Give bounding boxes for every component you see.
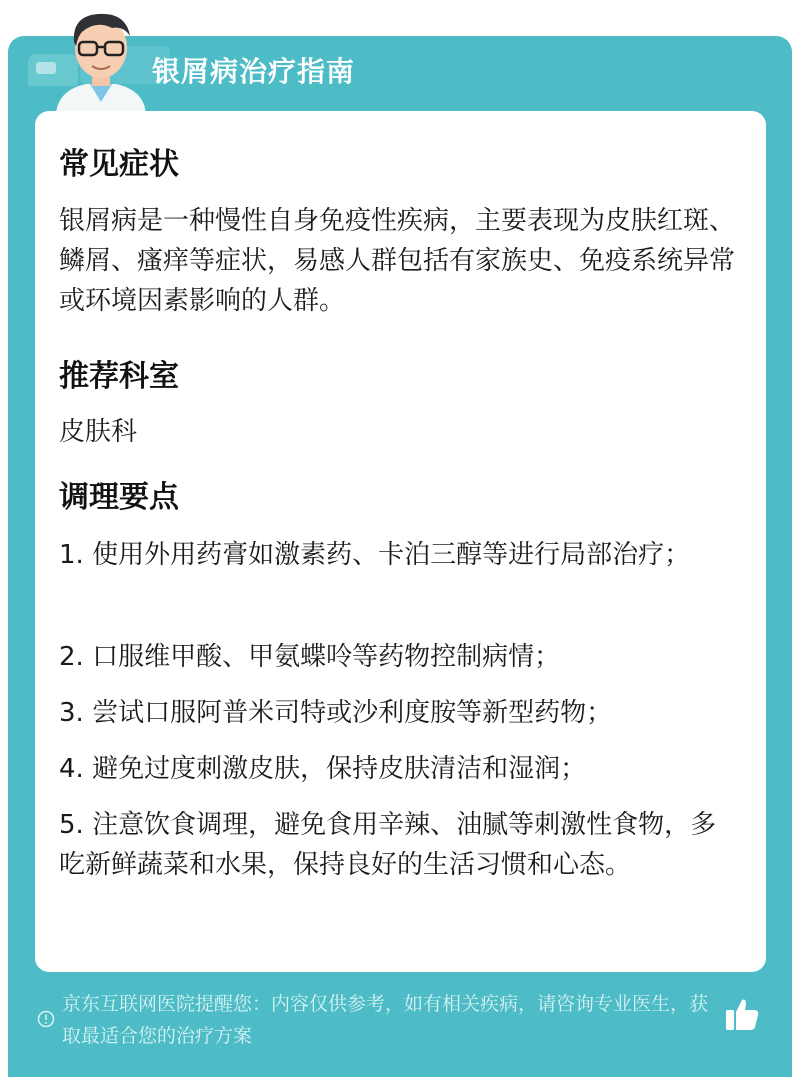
care-item-3: 3. 尝试口服阿普米司特或沙利度胺等新型药物； [59, 698, 613, 728]
doctor-avatar [46, 6, 156, 114]
care-heading: 调理要点 [59, 480, 179, 515]
care-item-5: 5. 注意饮食调理，避免食用辛辣、油腻等刺激性食物，多吃新鲜蔬菜和水果，保持良好的生活习惯和心态。 [59, 810, 717, 880]
care-item-1: 1. 使用外用药膏如激素药、卡泊三醇等进行局部治疗； [59, 540, 691, 570]
info-icon [37, 1010, 55, 1028]
care-item-4: 4. 避免过度刺激皮肤，保持皮肤清洁和湿润； [59, 754, 587, 784]
content-card [35, 111, 766, 972]
footer-disclaimer: 京东互联网医院提醒您：内容仅供参考，如有相关疾病，请咨询专业医生，获取最适合您的治疗方案 [62, 993, 709, 1047]
symptoms-heading: 常见症状 [59, 147, 179, 182]
thumbs-up-icon[interactable] [722, 994, 762, 1034]
page-title: 银屑病治疗指南 [152, 55, 356, 88]
care-item-2: 2. 口服维甲酸、甲氨蝶呤等药物控制病情； [59, 642, 561, 672]
department-heading: 推荐科室 [59, 359, 179, 394]
department-text: 皮肤科 [59, 417, 138, 447]
symptoms-text: 银屑病是一种慢性自身免疫性疾病，主要表现为皮肤红斑、鳞屑、瘙痒等症状，易感人群包括有家族史、免疫系统异常或环境因素影响的人群。 [59, 206, 736, 316]
